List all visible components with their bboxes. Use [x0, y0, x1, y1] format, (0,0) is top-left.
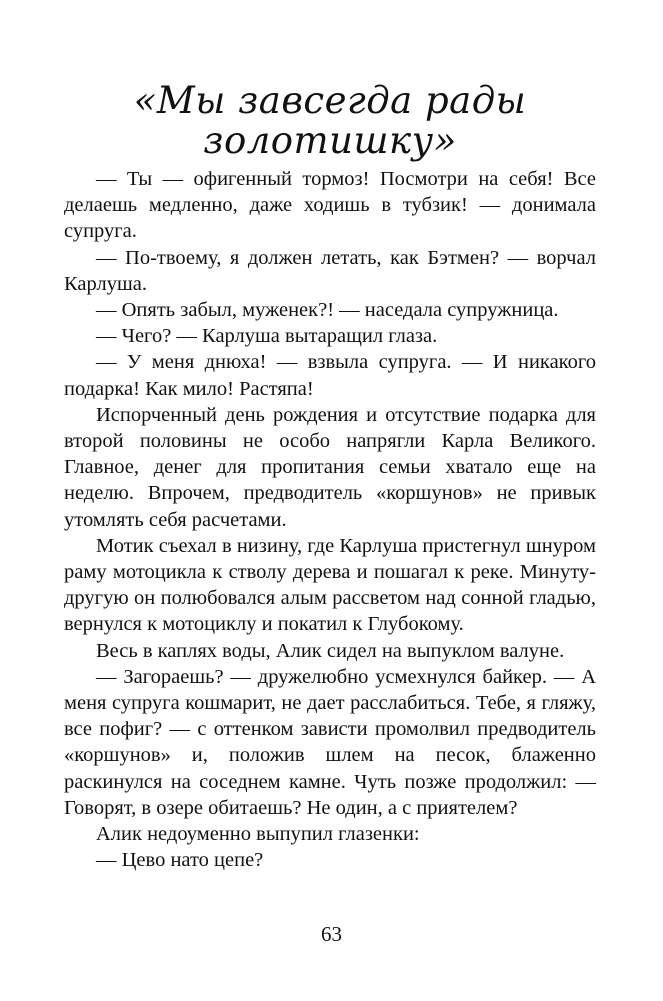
paragraph: — Ты — офигенный тормоз! Посмотри на себя! Все делаешь медленно, даже ходишь в тубзик! — донимала супруга.	[64, 168, 596, 243]
paragraph: — У меня днюха! — взвыла супруга. — И никакого подарка! Как мило! Растяпа!	[64, 351, 596, 400]
paragraph: Весь в каплях воды, Алик сидел на выпуклом валуне.	[96, 639, 565, 662]
paragraph: — По-твоему, я должен летать, как Бэтмен? — ворчал Карлуша.	[64, 246, 596, 295]
page-number: 63	[321, 922, 342, 946]
paragraph: Алик недоуменно выпупил глазенки:	[96, 823, 420, 846]
paragraph: — Чего? — Карлуша вытаращил глаза.	[96, 325, 438, 348]
body-text	[64, 166, 596, 873]
paragraph: — Цево нато цепе?	[96, 849, 264, 872]
chapter-title-line-1: «Мы завсегда рады	[133, 79, 527, 122]
chapter-title-line-2: золотишку»	[203, 119, 457, 162]
paragraph: — Загораешь? — дружелюбно усмехнулся байкер. — А меня супруга кошмарит, не дает расслабиться. Тебе, я гляжу, все пофиг? — с оттенком зависти промолвил предводитель «коршунов» и, положив шлем на песок, блаженно раскинулся на соседнем камне. Чуть позже продолжил: — Говорят, в озере обитаешь? Не один, а с приятелем?	[64, 665, 596, 819]
paragraph: — Опять забыл, муженек?! — наседала супружница.	[96, 299, 559, 322]
paragraph: Мотик съехал в низину, где Карлуша пристегнул шнуром раму мотоцикла к стволу дерева и пошагал к реке. Минуту-другую он полюбовался алым рассветом над сонной гладью, вернулся к мотоциклу и покатил к Глубокому.	[64, 534, 596, 636]
paragraph: Испорченный день рождения и отсутствие подарка для второй половины не особо напрягли Карла Великого. Главное, денег для пропитания семьи хватало еще на неделю. Впрочем, предводитель «коршунов» не привык утомлять себя расчетами.	[64, 403, 596, 531]
